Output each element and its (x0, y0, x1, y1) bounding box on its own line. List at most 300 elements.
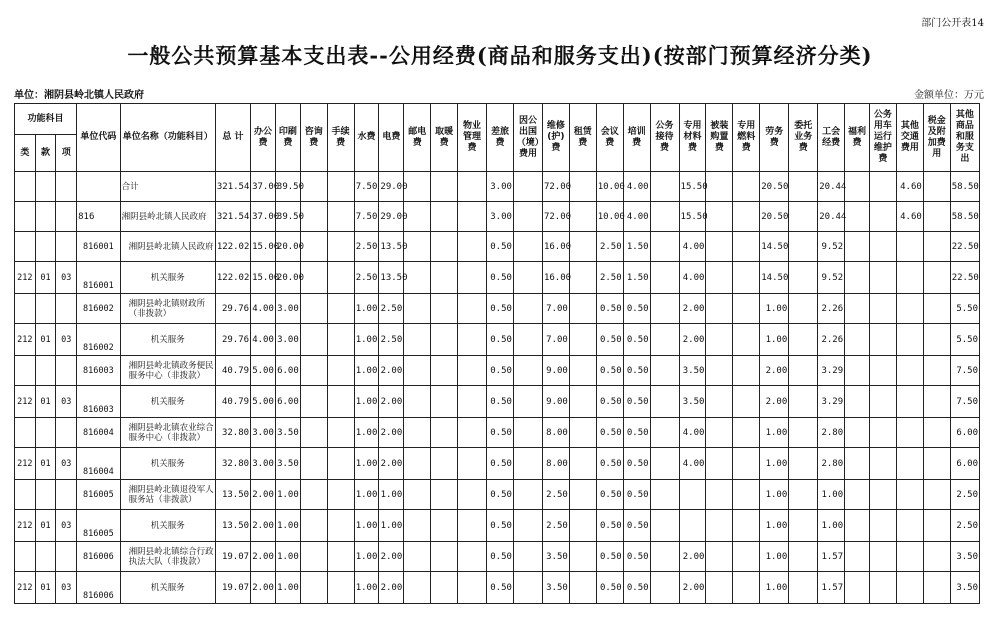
cell-value: 0.50 (596, 572, 623, 604)
cell-value (706, 572, 733, 604)
table-row (15, 418, 980, 448)
cell-value: 3.50 (275, 418, 300, 448)
cell-value (569, 324, 596, 356)
cell-value: 2.00 (379, 418, 404, 448)
cell-value: 1.00 (818, 480, 845, 510)
cell-value: 9.00 (542, 356, 569, 386)
cell-unit-name: 合计 (120, 172, 215, 202)
value-column-header: 差旅费 (487, 104, 514, 172)
cell-value (923, 418, 950, 448)
cell-value (869, 232, 896, 262)
cell-value: 1.00 (275, 542, 300, 572)
cell-unit-code: 816001 (77, 232, 120, 262)
cell-value (789, 510, 818, 542)
cell-xiang (56, 418, 77, 448)
cell-value: 2.00 (760, 386, 789, 418)
value-column-header: 专用材料费 (679, 104, 706, 172)
cell-unit-name: 湘阴县岭北镇人民政府 (120, 232, 215, 262)
cell-unit-name: 机关服务 (120, 510, 215, 542)
value-column-header: 公务接待费 (650, 104, 679, 172)
cell-value (706, 448, 733, 480)
cell-value (513, 324, 542, 356)
cell-unit-name: 湘阴县岭北镇农业综合服务中心（非拨款） (120, 418, 215, 448)
cell-value (869, 324, 896, 356)
cell-value: 7.50 (354, 202, 379, 232)
cell-value: 8.00 (542, 418, 569, 448)
cell-value: 15.50 (679, 172, 706, 202)
page-tag: 部门公开表14 (921, 18, 984, 29)
cell-value: 2.00 (679, 572, 706, 604)
cell-value (569, 572, 596, 604)
cell-value: 15.00 (251, 262, 276, 294)
table-row (15, 262, 980, 294)
cell-xiang (56, 172, 77, 202)
cell-kuan: 01 (35, 386, 56, 418)
cell-value (513, 510, 542, 542)
cell-value (733, 294, 760, 324)
cell-value (569, 294, 596, 324)
cell-xiang: 03 (56, 572, 77, 604)
value-column-header: 工会经费 (818, 104, 845, 172)
table-row (15, 572, 980, 604)
cell-value: 2.00 (379, 448, 404, 480)
cell-kuan: 01 (35, 510, 56, 542)
cell-value (706, 510, 733, 542)
amount-unit-label: 金额单位：万元 (914, 90, 984, 101)
cell-value: 4.60 (896, 172, 923, 202)
cell-value (896, 448, 923, 480)
cell-value: 3.00 (487, 172, 514, 202)
cell-value: 15.50 (679, 202, 706, 232)
cell-value (923, 542, 950, 572)
cell-value (327, 172, 354, 202)
cell-value: 2.50 (542, 480, 569, 510)
cell-xiang: 03 (56, 386, 77, 418)
cell-value: 2.00 (379, 572, 404, 604)
cell-value (404, 386, 431, 418)
cell-value (896, 386, 923, 418)
cell-value (845, 480, 870, 510)
cell-value (869, 542, 896, 572)
cell-value: 3.50 (542, 542, 569, 572)
cell-xiang (56, 356, 77, 386)
cell-value: 3.00 (251, 418, 276, 448)
cell-value (923, 510, 950, 542)
cell-value: 0.50 (487, 480, 514, 510)
cell-value: 5.50 (950, 324, 979, 356)
cell-value (300, 294, 327, 324)
cell-value (706, 202, 733, 232)
cell-value (513, 386, 542, 418)
cell-kuan: 01 (35, 572, 56, 604)
cell-value (431, 172, 458, 202)
value-column-header: 维修(护)费 (542, 104, 569, 172)
cell-value: 72.00 (542, 172, 569, 202)
cell-value: 7.50 (950, 356, 979, 386)
cell-value (733, 356, 760, 386)
cell-value: 6.00 (275, 356, 300, 386)
cell-value: 4.00 (251, 324, 276, 356)
cell-value (923, 448, 950, 480)
cell-value: 2.00 (379, 356, 404, 386)
cell-value (458, 510, 487, 542)
cell-value: 0.50 (623, 324, 650, 356)
cell-value (845, 172, 870, 202)
cell-value (923, 232, 950, 262)
cell-value: 7.50 (950, 386, 979, 418)
cell-value (404, 448, 431, 480)
cell-value (733, 232, 760, 262)
table-row (15, 232, 980, 262)
cell-value: 32.80 (215, 418, 250, 448)
value-column-header: 其他交通费用 (896, 104, 923, 172)
cell-value: 3.50 (542, 572, 569, 604)
cell-value (327, 202, 354, 232)
value-column-header: 其他商品和服务支出 (950, 104, 979, 172)
value-column-header: 培训费 (623, 104, 650, 172)
cell-value (650, 542, 679, 572)
cell-value (458, 480, 487, 510)
cell-value (513, 542, 542, 572)
cell-value (733, 386, 760, 418)
cell-value (327, 356, 354, 386)
cell-value: 3.00 (275, 324, 300, 356)
cell-value: 4.00 (679, 448, 706, 480)
cell-value: 58.50 (950, 202, 979, 232)
cell-value (845, 386, 870, 418)
cell-value: 2.00 (251, 542, 276, 572)
cell-unit-name: 湘阴县岭北镇综合行政执法大队（非拨款） (120, 542, 215, 572)
cell-value: 321.54 (215, 172, 250, 202)
cell-value (300, 480, 327, 510)
cell-value: 9.00 (542, 386, 569, 418)
cell-lei (15, 542, 36, 572)
func-subject-header: 功能科目 (15, 104, 77, 135)
cell-xiang (56, 480, 77, 510)
cell-value (923, 386, 950, 418)
cell-value (733, 510, 760, 542)
cell-unit-code: 816003 (77, 356, 120, 386)
cell-value: 20.44 (818, 172, 845, 202)
cell-value: 1.00 (354, 542, 379, 572)
cell-value: 13.50 (215, 510, 250, 542)
cell-value (789, 324, 818, 356)
cell-value (404, 542, 431, 572)
cell-value: 7.50 (354, 172, 379, 202)
cell-value: 2.80 (818, 448, 845, 480)
cell-value: 20.50 (760, 172, 789, 202)
cell-value: 3.50 (679, 356, 706, 386)
cell-value: 14.50 (760, 262, 789, 294)
cell-value: 0.50 (596, 448, 623, 480)
cell-value: 0.50 (487, 232, 514, 262)
cell-value: 10.00 (596, 172, 623, 202)
cell-value: 29.00 (379, 202, 404, 232)
cell-value (300, 386, 327, 418)
cell-value (706, 480, 733, 510)
cell-value (706, 356, 733, 386)
cell-value (896, 480, 923, 510)
cell-value: 1.00 (275, 572, 300, 604)
cell-lei (15, 418, 36, 448)
cell-lei: 212 (15, 386, 36, 418)
cell-value (513, 232, 542, 262)
cell-value (789, 262, 818, 294)
cell-value (896, 356, 923, 386)
cell-value: 2.50 (596, 232, 623, 262)
cell-value (458, 572, 487, 604)
cell-value: 0.50 (623, 510, 650, 542)
cell-value: 0.50 (487, 294, 514, 324)
cell-value: 0.50 (596, 480, 623, 510)
cell-value: 2.00 (679, 324, 706, 356)
cell-value: 1.00 (354, 510, 379, 542)
value-column-header: 邮电费 (404, 104, 431, 172)
cell-value (896, 510, 923, 542)
cell-value: 3.00 (275, 294, 300, 324)
cell-value: 39.50 (275, 202, 300, 232)
cell-value (513, 572, 542, 604)
cell-kuan (35, 542, 56, 572)
cell-value (327, 232, 354, 262)
cell-kuan (35, 356, 56, 386)
cell-value (923, 262, 950, 294)
cell-value: 16.00 (542, 262, 569, 294)
cell-xiang (56, 202, 77, 232)
cell-value (650, 418, 679, 448)
cell-value: 20.44 (818, 202, 845, 232)
cell-unit-code: 816006 (77, 572, 120, 604)
cell-value (896, 232, 923, 262)
cell-value: 7.00 (542, 294, 569, 324)
cell-value: 29.76 (215, 294, 250, 324)
value-column-header: 会议费 (596, 104, 623, 172)
cell-value (706, 386, 733, 418)
cell-kuan (35, 294, 56, 324)
cell-value (327, 448, 354, 480)
cell-lei: 212 (15, 572, 36, 604)
cell-value (733, 324, 760, 356)
cell-unit-code: 816002 (77, 324, 120, 356)
cell-value: 2.00 (679, 294, 706, 324)
cell-value: 1.00 (760, 324, 789, 356)
cell-value: 10.00 (596, 202, 623, 232)
unit-name-header: 单位名称（功能科目） (120, 104, 215, 172)
cell-value (327, 572, 354, 604)
cell-value: 9.52 (818, 262, 845, 294)
cell-unit-name: 湘阴县岭北镇人民政府 (120, 202, 215, 232)
cell-value (706, 172, 733, 202)
cell-value (733, 480, 760, 510)
cell-value (923, 324, 950, 356)
cell-value (327, 386, 354, 418)
cell-value: 5.00 (251, 356, 276, 386)
cell-value (733, 172, 760, 202)
cell-unit-code: 816004 (77, 448, 120, 480)
cell-value: 32.80 (215, 448, 250, 480)
cell-value: 13.50 (379, 232, 404, 262)
cell-value (513, 202, 542, 232)
cell-value (923, 202, 950, 232)
cell-value: 29.76 (215, 324, 250, 356)
cell-value: 0.50 (596, 418, 623, 448)
value-column-header: 专用燃料费 (733, 104, 760, 172)
func-sub-header: 款 (35, 135, 56, 172)
cell-lei (15, 356, 36, 386)
cell-value: 1.00 (760, 542, 789, 572)
cell-value (569, 356, 596, 386)
cell-value (869, 572, 896, 604)
value-column-header: 被装购置费 (706, 104, 733, 172)
cell-value (789, 232, 818, 262)
cell-value (431, 572, 458, 604)
cell-value (896, 572, 923, 604)
cell-value: 0.50 (487, 448, 514, 480)
cell-value (650, 232, 679, 262)
cell-value (458, 232, 487, 262)
cell-value: 3.00 (487, 202, 514, 232)
cell-value (431, 418, 458, 448)
cell-xiang (56, 294, 77, 324)
page-title: 一般公共预算基本支出表--公用经费(商品和服务支出)(按部门预算经济分类) (127, 43, 873, 68)
cell-value: 39.50 (275, 172, 300, 202)
cell-value: 1.00 (354, 324, 379, 356)
cell-value (327, 294, 354, 324)
cell-value: 1.00 (354, 480, 379, 510)
cell-value: 2.00 (251, 510, 276, 542)
cell-lei (15, 172, 36, 202)
table-row (15, 480, 980, 510)
cell-value (706, 542, 733, 572)
cell-value: 6.00 (950, 448, 979, 480)
cell-value (327, 262, 354, 294)
cell-value (650, 324, 679, 356)
cell-value (431, 262, 458, 294)
value-column-header: 租赁费 (569, 104, 596, 172)
cell-value: 1.57 (818, 572, 845, 604)
cell-value (327, 510, 354, 542)
cell-value (404, 510, 431, 542)
cell-value: 2.50 (354, 262, 379, 294)
cell-value (789, 480, 818, 510)
cell-value: 0.50 (487, 356, 514, 386)
cell-value: 1.00 (760, 572, 789, 604)
cell-value (650, 510, 679, 542)
cell-value (733, 542, 760, 572)
cell-value: 20.50 (760, 202, 789, 232)
cell-value (300, 232, 327, 262)
cell-value: 0.50 (623, 542, 650, 572)
cell-value (458, 356, 487, 386)
cell-value: 1.00 (760, 510, 789, 542)
cell-value (733, 448, 760, 480)
cell-value (789, 542, 818, 572)
cell-value: 58.50 (950, 172, 979, 202)
cell-unit-code: 816002 (77, 294, 120, 324)
cell-value (845, 324, 870, 356)
cell-value: 1.00 (354, 294, 379, 324)
cell-value (300, 542, 327, 572)
cell-value (569, 262, 596, 294)
value-column-header: 电费 (379, 104, 404, 172)
cell-value: 1.00 (354, 448, 379, 480)
cell-value: 6.00 (275, 386, 300, 418)
cell-value (458, 262, 487, 294)
cell-value: 0.50 (596, 324, 623, 356)
value-column-header: 办公费 (251, 104, 276, 172)
cell-value (789, 172, 818, 202)
cell-value (789, 294, 818, 324)
cell-value: 1.00 (760, 294, 789, 324)
cell-value (896, 324, 923, 356)
value-column-header: 印刷费 (275, 104, 300, 172)
cell-value (845, 448, 870, 480)
cell-value (300, 448, 327, 480)
cell-value: 3.50 (679, 386, 706, 418)
cell-unit-name: 湘阴县岭北镇退役军人服务站（非拨款） (120, 480, 215, 510)
cell-value: 2.26 (818, 294, 845, 324)
value-column-header: 福利费 (845, 104, 870, 172)
cell-value (789, 448, 818, 480)
cell-value: 3.00 (251, 448, 276, 480)
cell-value: 2.50 (379, 324, 404, 356)
cell-value (789, 386, 818, 418)
cell-value: 0.50 (487, 418, 514, 448)
cell-value (845, 262, 870, 294)
cell-value: 0.50 (487, 572, 514, 604)
cell-value: 22.50 (950, 232, 979, 262)
unit-code-header: 单位代码 (77, 104, 120, 172)
table-row (15, 172, 980, 202)
cell-value (327, 480, 354, 510)
cell-value (845, 510, 870, 542)
cell-xiang (56, 542, 77, 572)
cell-value (789, 356, 818, 386)
cell-value (845, 232, 870, 262)
value-column-header: 手续费 (327, 104, 354, 172)
table-row (15, 510, 980, 542)
value-column-header: 税金及附加费用 (923, 104, 950, 172)
cell-value (869, 510, 896, 542)
cell-value: 1.50 (623, 232, 650, 262)
cell-value (513, 262, 542, 294)
cell-value: 3.29 (818, 386, 845, 418)
cell-value: 1.00 (760, 418, 789, 448)
cell-value (569, 386, 596, 418)
cell-unit-code: 816005 (77, 510, 120, 542)
cell-value (569, 448, 596, 480)
cell-value: 0.50 (623, 386, 650, 418)
cell-value (923, 572, 950, 604)
cell-lei: 212 (15, 448, 36, 480)
cell-value (869, 202, 896, 232)
cell-value: 2.00 (379, 542, 404, 572)
cell-lei (15, 294, 36, 324)
cell-value: 122.02 (215, 232, 250, 262)
cell-value (300, 356, 327, 386)
cell-value (569, 542, 596, 572)
cell-value (431, 294, 458, 324)
cell-value (513, 294, 542, 324)
cell-value: 2.26 (818, 324, 845, 356)
cell-value (706, 418, 733, 448)
cell-value (431, 356, 458, 386)
table-row (15, 542, 980, 572)
cell-value (513, 356, 542, 386)
cell-value: 0.50 (596, 386, 623, 418)
cell-unit-name: 湘阴县岭北镇政务便民服务中心（非拨款） (120, 356, 215, 386)
value-column-header: 因公出国（境）费用 (513, 104, 542, 172)
